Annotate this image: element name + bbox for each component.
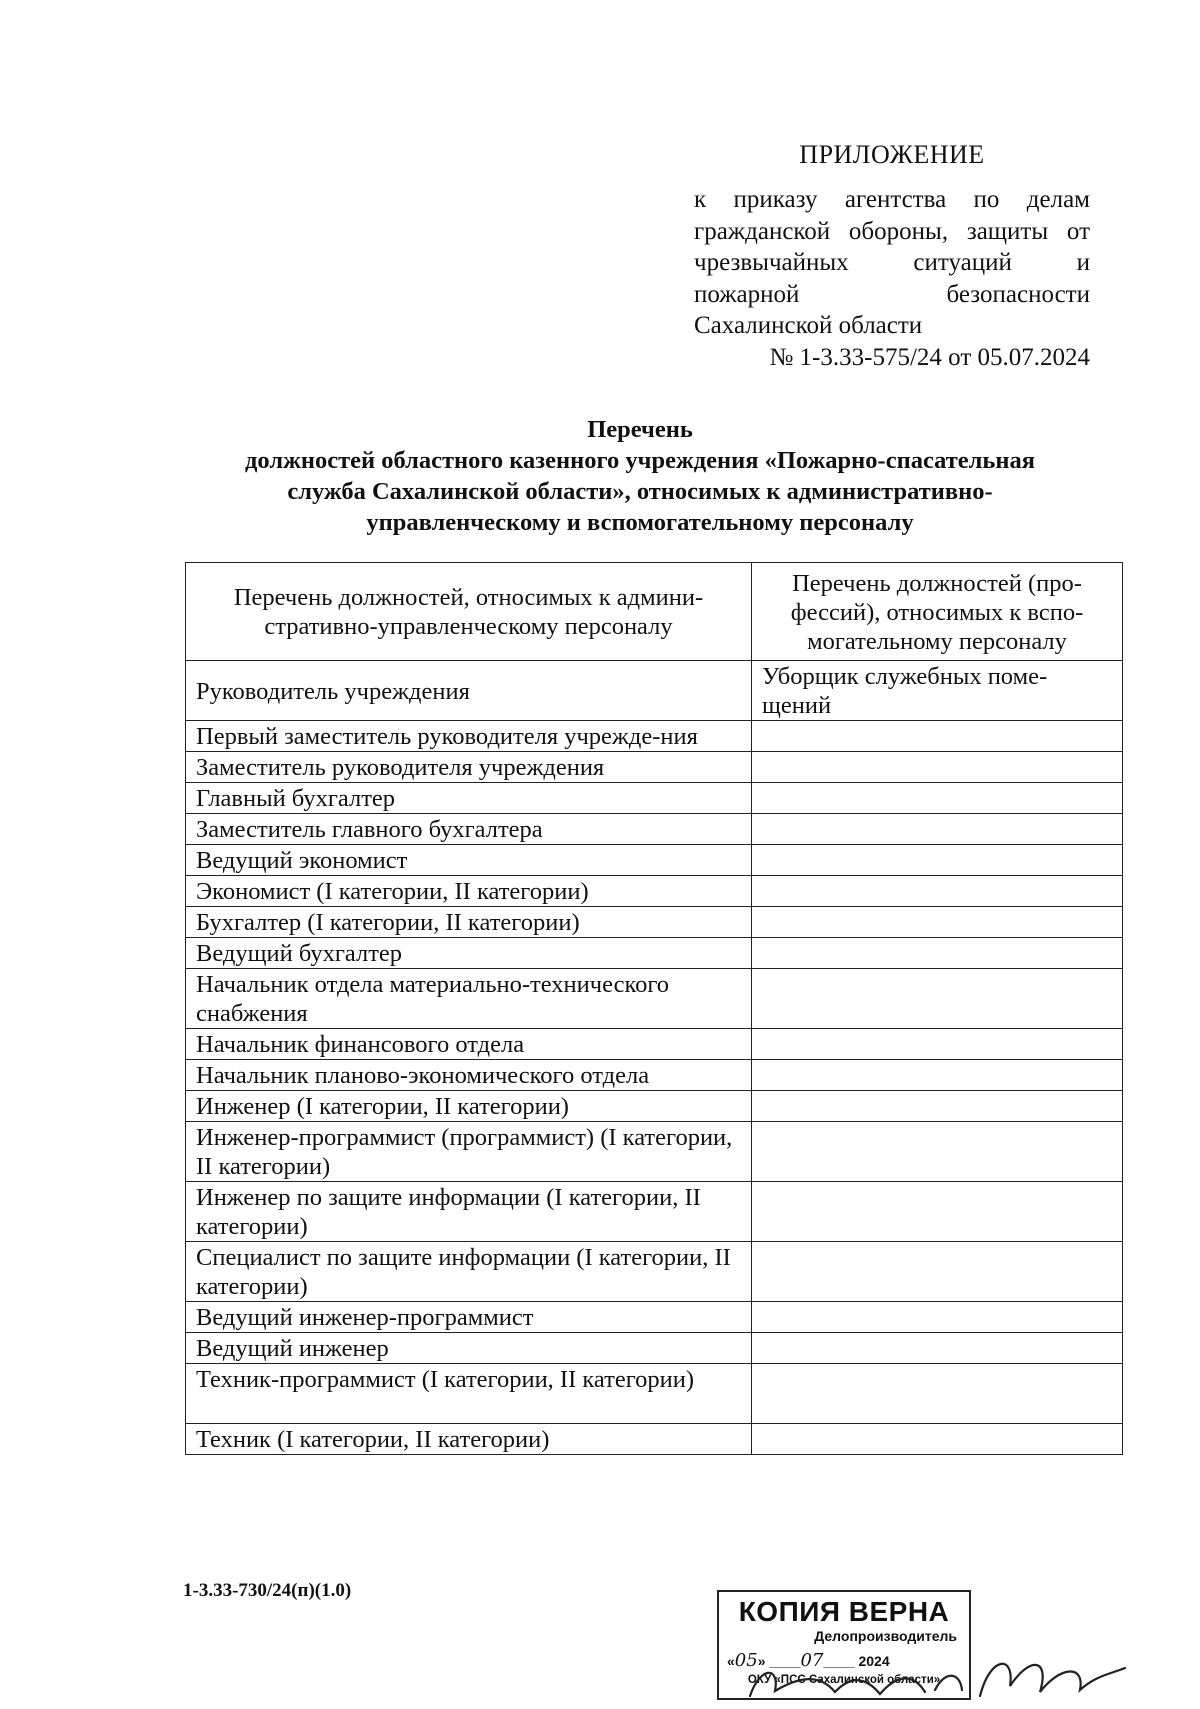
table-row: [186, 721, 1123, 752]
support-position-cell: [752, 752, 1123, 783]
admin-position-cell: Главный бухгалтер: [186, 783, 752, 814]
support-position-cell: [752, 1424, 1123, 1455]
header-admin-staff: Перечень должностей, относимых к админи-стративно-управленческому персоналу: [186, 563, 752, 661]
admin-position-cell: Первый заместитель руководителя учрежде-ния: [186, 721, 752, 752]
admin-position-cell: Заместитель главного бухгалтера: [186, 814, 752, 845]
stamp-month: 07: [800, 1650, 824, 1671]
admin-position-cell: Начальник планово-экономического отдела: [186, 1060, 752, 1091]
admin-position-cell: Техник (I категории, II категории): [186, 1424, 752, 1455]
admin-position-cell: Начальник отдела материально-технического снабжения: [186, 969, 752, 1029]
document-code: 1-3.33-730/24(п)(1.0): [183, 1580, 352, 1601]
handwritten-signature: [740, 1646, 1130, 1706]
table-row: [186, 1029, 1123, 1060]
order-number: № 1-3.33-575/24 от 05.07.2024: [769, 343, 1090, 371]
admin-position-cell: Ведущий инженер: [186, 1333, 752, 1364]
table-row: [186, 938, 1123, 969]
support-position-cell: [752, 1333, 1123, 1364]
appendix-title: ПРИЛОЖЕНИЕ: [799, 140, 985, 169]
table-body: [186, 661, 1123, 1455]
header-support-staff: Перечень должностей (про-фессий), относимых к вспо-могательному персоналу: [752, 563, 1123, 661]
support-position-cell: [752, 845, 1123, 876]
admin-position-cell: Ведущий экономист: [186, 845, 752, 876]
admin-position-cell: Экономист (I категории, II категории): [186, 876, 752, 907]
document-title: [190, 414, 1090, 538]
admin-position-cell: Бухгалтер (I категории, II категории): [186, 907, 752, 938]
stamp-organization: ОКУ «ПСС Сахалинской области»: [747, 1674, 941, 1686]
table-row: [186, 1242, 1123, 1302]
stamp-year: 2024: [858, 1653, 890, 1669]
table-row: [186, 1091, 1123, 1122]
support-position-cell: [752, 1364, 1123, 1424]
table-row: [186, 907, 1123, 938]
support-position-cell: [752, 783, 1123, 814]
table-row: [186, 1060, 1123, 1091]
appendix-block: [694, 140, 1090, 373]
admin-position-cell: Заместитель руководителя учреждения: [186, 752, 752, 783]
title-line: Перечень: [587, 416, 693, 443]
support-position-cell: [752, 1242, 1123, 1302]
admin-position-cell: Начальник финансового отдела: [186, 1029, 752, 1060]
stamp-date: «05» ____07____ 2024: [727, 1650, 890, 1671]
admin-position-cell: Ведущий инженер-программист: [186, 1302, 752, 1333]
table-row: [186, 661, 1123, 721]
table-row: [186, 814, 1123, 845]
support-position-cell: [752, 907, 1123, 938]
table-row: [186, 1302, 1123, 1333]
admin-position-cell: Инженер по защите информации (I категории, II категории): [186, 1182, 752, 1242]
support-position-cell: [752, 814, 1123, 845]
appendix-line: Сахалинской области: [694, 312, 923, 339]
appendix-line: к приказу агентства по делам: [694, 186, 1090, 213]
title-line: управленческому и вспомогательному персоналу: [366, 509, 914, 536]
appendix-line: гражданской обороны, защиты от: [694, 217, 1090, 245]
appendix-line: пожарной безопасности: [694, 280, 1090, 308]
title-line: служба Сахалинской области», относимых к административно-: [287, 478, 993, 505]
admin-position-cell: Ведущий бухгалтер: [186, 938, 752, 969]
support-position-cell: [752, 1302, 1123, 1333]
table-row: [186, 876, 1123, 907]
table-row: [186, 752, 1123, 783]
stamp-day: 05: [734, 1650, 758, 1671]
admin-position-cell: Инженер-программист (программист) (I категории, II категории): [186, 1122, 752, 1182]
stamp-role: Делопроизводитель: [814, 1628, 957, 1644]
support-position-cell: [752, 969, 1123, 1029]
table-row: [186, 1364, 1123, 1424]
positions-table: [185, 562, 1123, 1455]
support-position-cell: Уборщик служебных поме-щений: [752, 661, 1123, 721]
support-position-cell: [752, 1122, 1123, 1182]
support-position-cell: [752, 1182, 1123, 1242]
table-row: [186, 1122, 1123, 1182]
support-position-cell: [752, 876, 1123, 907]
table-row: [186, 969, 1123, 1029]
table-row: [186, 1182, 1123, 1242]
title-line: должностей областного казенного учреждения «Пожарно-спасательная: [245, 447, 1035, 474]
support-position-cell: [752, 938, 1123, 969]
support-position-cell: [752, 1060, 1123, 1091]
table-row: [186, 1333, 1123, 1364]
stamp-title: КОПИЯ ВЕРНА: [738, 1596, 950, 1627]
admin-position-cell: Инженер (I категории, II категории): [186, 1091, 752, 1122]
table-row: [186, 783, 1123, 814]
support-position-cell: [752, 721, 1123, 752]
table-row: [186, 845, 1123, 876]
admin-position-cell: Специалист по защите информации (I категории, II категории): [186, 1242, 752, 1302]
admin-position-cell: Руководитель учреждения: [186, 661, 752, 721]
table-row: [186, 1424, 1123, 1455]
table-header-row: [186, 563, 1123, 661]
support-position-cell: [752, 1029, 1123, 1060]
support-position-cell: [752, 1091, 1123, 1122]
appendix-line: чрезвычайных ситуаций и: [694, 249, 1090, 276]
admin-position-cell: Техник-программист (I категории, II категории): [186, 1364, 752, 1424]
